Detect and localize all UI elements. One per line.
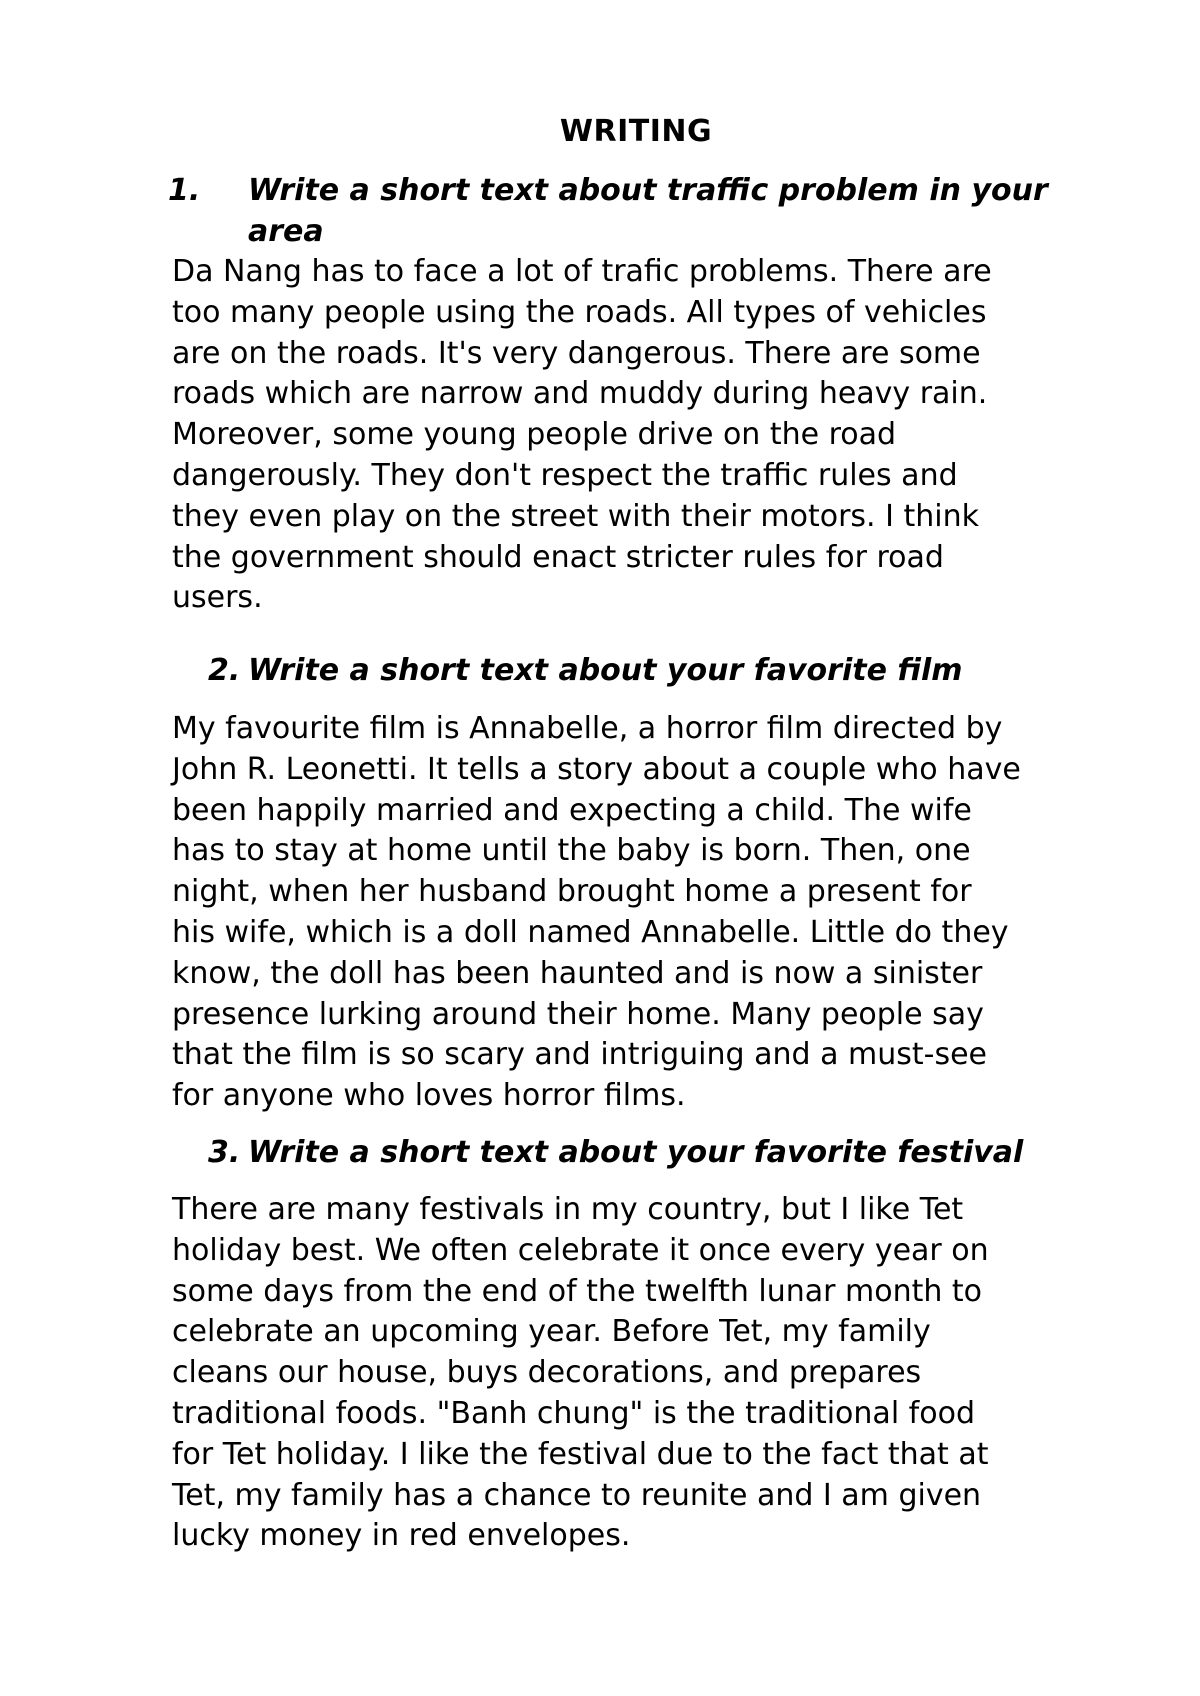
section-3-heading-text: Write a short text about your favorite festival bbox=[248, 1135, 1024, 1170]
paragraph-line: the government should enact stricter rules for road bbox=[172, 539, 944, 575]
paragraph-line: roads which are narrow and muddy during heavy rain. bbox=[172, 376, 988, 412]
paragraph-line: they even play on the street with their motors. I think bbox=[172, 498, 979, 534]
paragraph-line: Tet, my family has a chance to reunite and I am given bbox=[172, 1477, 982, 1513]
paragraph-line: users. bbox=[172, 580, 263, 616]
paragraph-line: dangerously. They don't respect the traffic rules and bbox=[172, 457, 958, 493]
paragraph-line: There are many festivals in my country, but I like Tet bbox=[172, 1192, 964, 1227]
paragraph-line: his wife, which is a doll named Annabelle. Little do they bbox=[172, 914, 1009, 950]
document-title: WRITING bbox=[559, 114, 713, 149]
paragraph-line: Da Nang has to face a lot of trafic problems. There are bbox=[172, 254, 992, 289]
paragraph-line: for Tet holiday. I like the festival due to the fact that at bbox=[172, 1436, 989, 1472]
paragraph-line: cleans our house, buys decorations, and prepares bbox=[172, 1355, 922, 1391]
paragraph-line: Moreover, some young people drive on the road bbox=[172, 417, 897, 453]
paragraph-line: holiday best. We often celebrate it once every year on bbox=[172, 1232, 989, 1268]
paragraph-line: John R. Leonetti. It tells a story about a couple who have bbox=[172, 751, 1021, 787]
paragraph-line: My favourite film is Annabelle, a horror film directed by bbox=[172, 711, 1003, 746]
paragraph-line: know, the doll has been haunted and is now a sinister bbox=[172, 955, 983, 991]
paragraph-line: night, when her husband brought home a present for bbox=[172, 874, 972, 910]
section-3-heading bbox=[208, 1132, 1108, 1173]
paragraph-line: for anyone who loves horror films. bbox=[172, 1078, 686, 1114]
section-1-paragraph bbox=[172, 252, 1104, 619]
paragraph-line: celebrate an upcoming year. Before Tet, my family bbox=[172, 1314, 931, 1350]
paragraph-line: lucky money in red envelopes. bbox=[172, 1518, 631, 1554]
paragraph-line: some days from the end of the twelfth lunar month to bbox=[172, 1273, 983, 1309]
paragraph-line: has to stay at home until the baby is born. Then, one bbox=[172, 833, 971, 869]
section-2-heading bbox=[208, 650, 1108, 691]
paragraph-line: that the film is so scary and intriguing and a must-see bbox=[172, 1037, 988, 1073]
section-3-paragraph bbox=[172, 1190, 1104, 1557]
section-2-number: 2. bbox=[208, 653, 241, 688]
paragraph-line: too many people using the roads. All types of vehicles bbox=[172, 294, 987, 330]
paragraph-line: presence lurking around their home. Many people say bbox=[172, 996, 984, 1032]
section-2-paragraph bbox=[172, 709, 1104, 1117]
section-1-number: 1. bbox=[168, 173, 201, 208]
section-3-number: 3. bbox=[208, 1135, 241, 1170]
section-1-heading bbox=[168, 170, 1108, 252]
section-1-heading-text: Write a short text about traffic problem in your area bbox=[248, 173, 1048, 249]
paragraph-line: traditional foods. "Banh chung" is the traditional food bbox=[172, 1395, 975, 1431]
paragraph-line: been happily married and expecting a child. The wife bbox=[172, 792, 972, 828]
section-2-heading-text: Write a short text about your favorite film bbox=[248, 653, 963, 688]
paragraph-line: are on the roads. It's very dangerous. There are some bbox=[172, 335, 981, 371]
